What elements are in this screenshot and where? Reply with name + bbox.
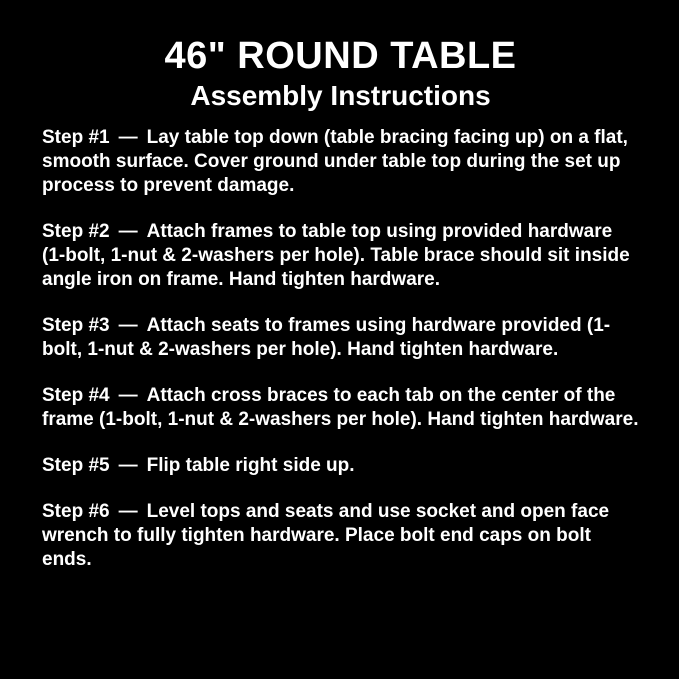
step-3 [42,314,639,362]
step-6 [42,500,639,572]
step-4-dash: — [118,384,138,406]
step-1-text: Lay table top down (table bracing facing up) on a flat, smooth surface. Cover ground under table top during the set up process to prevent damage. [42,126,628,196]
step-1 [42,126,639,198]
step-2 [42,220,639,292]
step-1-dash: — [118,126,138,148]
step-2-dash: — [118,220,138,242]
step-6-label: Step #6 [42,500,110,522]
step-3-dash: — [118,314,138,336]
page-title: 46" ROUND TABLE [164,35,517,77]
header [42,36,639,112]
step-5-label: Step #5 [42,454,110,476]
step-5 [42,454,639,478]
step-4-text: Attach cross braces to each tab on the center of the frame (1-bolt, 1-nut & 2-washers per hole). Hand tighten hardware. [42,384,639,430]
step-6-dash: — [118,500,138,522]
step-5-text: Flip table right side up. [146,454,355,476]
step-3-label: Step #3 [42,314,110,336]
step-4 [42,384,639,432]
step-6-text: Level tops and seats and use socket and open face wrench to fully tighten hardware. Place bolt end caps on bolt ends. [42,500,610,570]
step-2-text: Attach frames to table top using provided hardware (1-bolt, 1-nut & 2-washers per hole). Table brace should sit inside angle iron on frame. Hand tighten hardware. [42,220,630,290]
page-subtitle: Assembly Instructions [190,79,491,111]
step-5-dash: — [118,454,138,476]
step-3-text: Attach seats to frames using hardware provided (1-bolt, 1-nut & 2-washers per hole). Hand tighten hardware. [42,314,611,360]
step-1-label: Step #1 [42,126,110,148]
step-2-label: Step #2 [42,220,110,242]
step-4-label: Step #4 [42,384,110,406]
